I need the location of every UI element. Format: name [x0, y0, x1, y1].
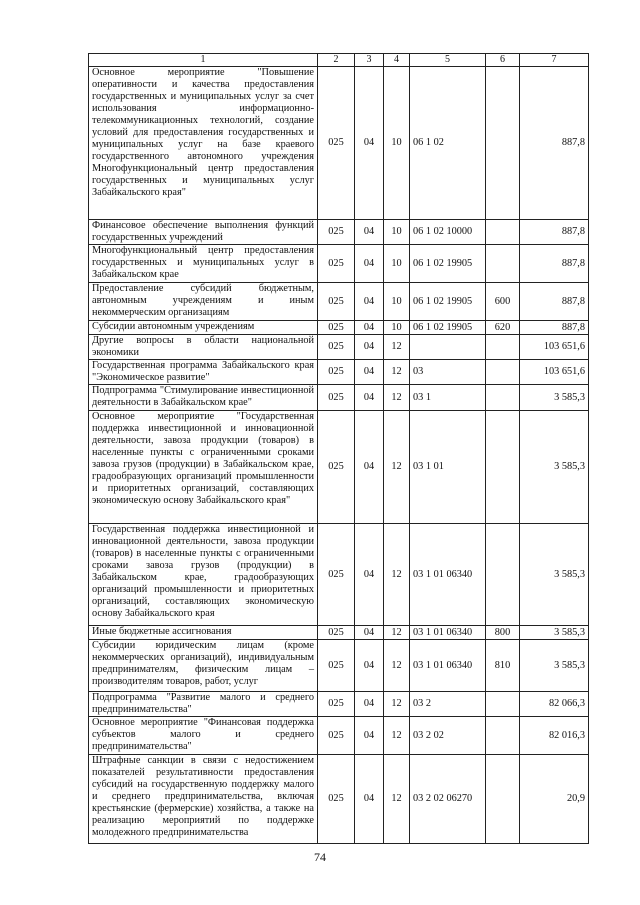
row-admin-code: 025: [318, 692, 355, 717]
table-row: [89, 245, 589, 283]
row-target-article: 03: [410, 360, 486, 385]
table-row: [89, 67, 589, 220]
table-row: [89, 755, 589, 844]
table-row: [89, 385, 589, 411]
header-row: [89, 54, 589, 67]
header-col-6: 6: [486, 54, 520, 67]
row-admin-code: 025: [318, 640, 355, 692]
row-target-article: 06 1 02 10000: [410, 220, 486, 245]
row-target-article: 06 1 02 19905: [410, 283, 486, 321]
row-name: Предоставление субсидий бюджетным, автономным учреждениям и иным некоммерческим организациям: [89, 283, 318, 321]
row-subsection: 10: [384, 283, 410, 321]
row-expense-type: [486, 717, 520, 755]
row-admin-code: 025: [318, 283, 355, 321]
row-admin-code: 025: [318, 385, 355, 411]
row-subsection: 12: [384, 692, 410, 717]
row-amount: 887,8: [520, 321, 589, 335]
row-subsection: 12: [384, 717, 410, 755]
row-amount: 887,8: [520, 283, 589, 321]
header-col-5: 5: [410, 54, 486, 67]
row-target-article: 06 1 02 19905: [410, 321, 486, 335]
row-target-article: 03 2: [410, 692, 486, 717]
row-expense-type: 600: [486, 283, 520, 321]
row-target-article: 03 1 01 06340: [410, 626, 486, 640]
row-name: Основное мероприятие "Повышение оперативности и качества предоставления государственных и муниципальных услуг за счет использования информационно-телекоммуникационных технологий, создание условий для предоставления государственных и муниципальных услуг на базе краевого государственного автономного учреждения Многофункциональный центр предоставления государственных и муниципальных услуг Забайкальского края": [89, 67, 318, 220]
row-admin-code: 025: [318, 626, 355, 640]
table-row: [89, 640, 589, 692]
row-name: Основное мероприятие "Финансовая поддержка субъектов малого и среднего предпринимательства": [89, 717, 318, 755]
header-col-7: 7: [520, 54, 589, 67]
row-expense-type: [486, 360, 520, 385]
row-admin-code: 025: [318, 360, 355, 385]
row-amount: 3 585,3: [520, 640, 589, 692]
row-subsection: 12: [384, 640, 410, 692]
row-expense-type: [486, 220, 520, 245]
row-expense-type: [486, 411, 520, 524]
row-amount: 887,8: [520, 67, 589, 220]
row-amount: 3 585,3: [520, 626, 589, 640]
row-name: Штрафные санкции в связи с недостижением показателей результативности предоставления субсидий на государственную поддержку малого и среднего предпринимательства, включая крестьянские (фермерские) хозяйства, а также на реализацию мероприятий по поддержке молодежного предпринимательства: [89, 755, 318, 844]
row-section: 04: [355, 245, 384, 283]
row-amount: 887,8: [520, 220, 589, 245]
row-subsection: 12: [384, 360, 410, 385]
row-section: 04: [355, 524, 384, 626]
row-subsection: 12: [384, 411, 410, 524]
row-target-article: 03 1 01 06340: [410, 640, 486, 692]
row-expense-type: [486, 335, 520, 360]
row-section: 04: [355, 717, 384, 755]
row-amount: 3 585,3: [520, 524, 589, 626]
row-name: Субсидии автономным учреждениям: [89, 321, 318, 335]
row-expense-type: [486, 245, 520, 283]
table-row: [89, 220, 589, 245]
row-target-article: 03 1: [410, 385, 486, 411]
row-subsection: 12: [384, 755, 410, 844]
page-number: 74: [314, 850, 326, 864]
row-amount: 887,8: [520, 245, 589, 283]
row-section: 04: [355, 220, 384, 245]
row-amount: 82 066,3: [520, 692, 589, 717]
row-expense-type: [486, 524, 520, 626]
row-target-article: 06 1 02: [410, 67, 486, 220]
row-admin-code: 025: [318, 755, 355, 844]
table-row: [89, 524, 589, 626]
row-name: Субсидии юридическим лицам (кроме некоммерческих организаций), индивидуальным предпринимателям, физическим лицам – производителям товаров, работ, услуг: [89, 640, 318, 692]
row-section: 04: [355, 283, 384, 321]
row-name: Государственная программа Забайкальского края "Экономическое развитие": [89, 360, 318, 385]
row-name: Многофункциональный центр предоставления государственных и муниципальных услуг в Забайкальском крае: [89, 245, 318, 283]
header-col-1: 1: [89, 54, 318, 67]
row-amount: 82 016,3: [520, 717, 589, 755]
row-name: Финансовое обеспечение выполнения функций государственных учреждений: [89, 220, 318, 245]
row-subsection: 12: [384, 524, 410, 626]
header-col-2: 2: [318, 54, 355, 67]
table-row: [89, 626, 589, 640]
row-target-article: 03 1 01: [410, 411, 486, 524]
row-section: 04: [355, 321, 384, 335]
row-subsection: 10: [384, 220, 410, 245]
table-row: [89, 692, 589, 717]
table-row: [89, 360, 589, 385]
row-expense-type: 800: [486, 626, 520, 640]
table-row: [89, 283, 589, 321]
row-amount: 20,9: [520, 755, 589, 844]
row-subsection: 12: [384, 626, 410, 640]
row-amount: 103 651,6: [520, 335, 589, 360]
row-section: 04: [355, 67, 384, 220]
row-admin-code: 025: [318, 411, 355, 524]
row-target-article: 03 2 02: [410, 717, 486, 755]
row-subsection: 12: [384, 385, 410, 411]
table-row: [89, 335, 589, 360]
row-target-article: 06 1 02 19905: [410, 245, 486, 283]
row-name: Иные бюджетные ассигнования: [89, 626, 318, 640]
row-section: 04: [355, 626, 384, 640]
row-section: 04: [355, 640, 384, 692]
row-target-article: [410, 335, 486, 360]
row-section: 04: [355, 692, 384, 717]
row-amount: 3 585,3: [520, 385, 589, 411]
row-subsection: 10: [384, 321, 410, 335]
row-section: 04: [355, 360, 384, 385]
row-expense-type: [486, 67, 520, 220]
budget-table: [88, 53, 589, 844]
row-admin-code: 025: [318, 245, 355, 283]
header-col-3: 3: [355, 54, 384, 67]
row-subsection: 10: [384, 245, 410, 283]
row-name: Основное мероприятие "Государственная поддержка инвестиционной и инновационной деятельности, завоза продукции (товаров) в населенные пункты с ограниченными сроками завоза грузов (продукции) в Забайкальском крае, градообразующих организаций промышленности и приоритетных организаций, составляющих экономическую основу Забайкальского края": [89, 411, 318, 524]
row-amount: 3 585,3: [520, 411, 589, 524]
row-admin-code: 025: [318, 524, 355, 626]
row-admin-code: 025: [318, 335, 355, 360]
row-section: 04: [355, 411, 384, 524]
row-expense-type: [486, 755, 520, 844]
row-subsection: 10: [384, 67, 410, 220]
row-expense-type: [486, 385, 520, 411]
row-name: Подпрограмма "Развитие малого и среднего предпринимательства": [89, 692, 318, 717]
row-expense-type: [486, 692, 520, 717]
row-admin-code: 025: [318, 220, 355, 245]
row-section: 04: [355, 385, 384, 411]
row-subsection: 12: [384, 335, 410, 360]
row-admin-code: 025: [318, 321, 355, 335]
row-name: Другие вопросы в области национальной экономики: [89, 335, 318, 360]
row-amount: 103 651,6: [520, 360, 589, 385]
header-col-4: 4: [384, 54, 410, 67]
row-section: 04: [355, 335, 384, 360]
row-expense-type: 620: [486, 321, 520, 335]
row-section: 04: [355, 755, 384, 844]
row-expense-type: 810: [486, 640, 520, 692]
table-row: [89, 321, 589, 335]
row-target-article: 03 1 01 06340: [410, 524, 486, 626]
row-target-article: 03 2 02 06270: [410, 755, 486, 844]
table-row: [89, 717, 589, 755]
row-name: Государственная поддержка инвестиционной и инновационной деятельности, завоза продукции (товаров) в населенные пункты с ограниченными сроками завоза грузов (продукции) в Забайкальском крае, градообразующих организаций промышленности и приоритетных организаций, составляющих экономическую основу Забайкальского края: [89, 524, 318, 626]
row-admin-code: 025: [318, 67, 355, 220]
row-name: Подпрограмма "Стимулирование инвестиционной деятельности в Забайкальском крае": [89, 385, 318, 411]
row-admin-code: 025: [318, 717, 355, 755]
table-row: [89, 411, 589, 524]
